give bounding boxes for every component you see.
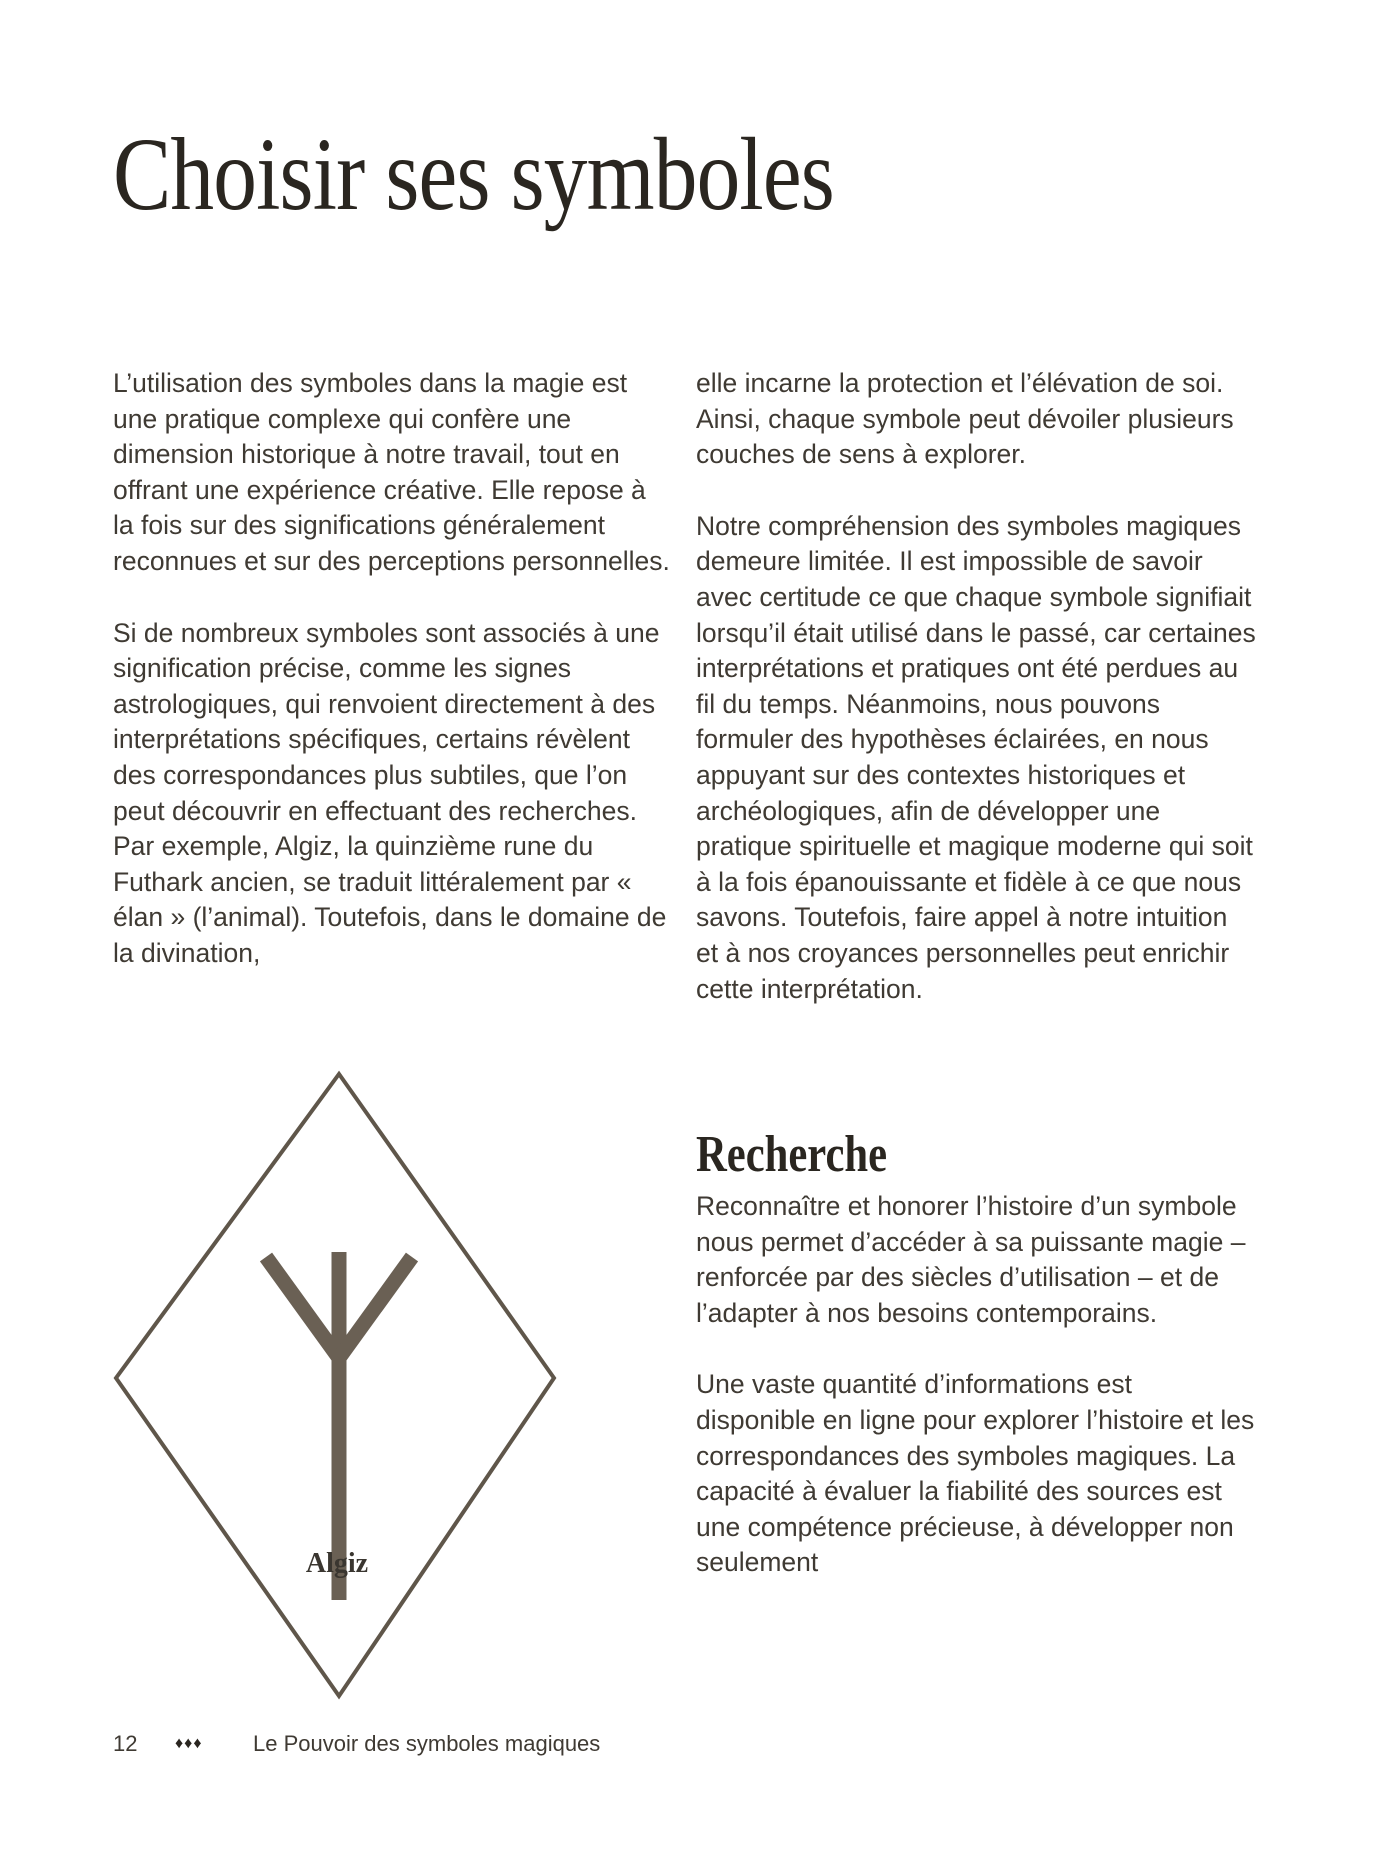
right-column [696, 366, 1256, 1617]
figure-caption: Algiz [305, 1548, 369, 1579]
page-footer [113, 1728, 600, 1760]
page-number: 12 [113, 1731, 138, 1756]
paragraph: elle incarne la protection et l’élévation de soi. Ainsi, chaque symbole peut dévoiler plusieurs couches de sens à explorer. [696, 368, 1234, 470]
diamond-ornament-icon: ♦♦♦ [175, 1735, 203, 1752]
rune-left-branch [266, 1257, 339, 1358]
paragraph: Notre compréhension des symboles magiques demeure limitée. Il est impossible de savoir avec certitude ce que chaque symbole signifiait lorsqu’il était utilisé dans le passé, car certaines interprétations et pratiques ont été perdues au fil du temps. Néanmoins, nous pouvons formuler des hypothèses éclairées, en nous appuyant sur des contextes historiques et archéologiques, afin de développer une pratique spirituelle et magique moderne qui soit à la fois épanouissante et fidèle à ce que nous savons. Toutefois, faire appel à notre intuition et à nos croyances personnelles peut enrichir cette interprétation. [696, 510, 1256, 1004]
paragraph: Reconnaître et honorer l’histoire d’un symbole nous permet d’accéder à sa puissante magie – renforcée par des siècles d’utilisation – et de l’adapter à nos besoins contemporains. [696, 1191, 1246, 1328]
paragraph: Une vaste quantité d’informations est disponible en ligne pour explorer l’histoire et les correspondances des symboles magiques. La capacité à évaluer la fiabilité des sources est une compétence précieuse, à développer non seulement [696, 1369, 1255, 1578]
rune-right-branch [339, 1257, 412, 1358]
paragraph: L’utilisation des symboles dans la magie est une pratique complexe qui confère une dimension historique à notre travail, tout en offrant une expérience créative. Elle repose à la fois sur des significations généralement reconnues et sur des perceptions personnelles. [113, 368, 670, 576]
page-title: Choisir ses symboles [113, 117, 834, 232]
algiz-rune-icon [112, 1070, 562, 1700]
section-heading: Recherche [696, 1126, 888, 1184]
left-column [113, 366, 673, 1008]
running-title: Le Pouvoir des symboles magiques [253, 1731, 601, 1756]
paragraph: Si de nombreux symboles sont associés à une signification précise, comme les signes astrologiques, qui renvoient directement à des interprétations spécifiques, certains révèlent des correspondances plus subtiles, que l’on peut découvrir en effectuant des recherches. Par exemple, Algiz, la quinzième rune du Futhark ancien, se traduit littéralement par « élan » (l’animal). Toutefois, dans le domaine de la divination, [113, 617, 667, 968]
algiz-figure [112, 1070, 562, 1700]
